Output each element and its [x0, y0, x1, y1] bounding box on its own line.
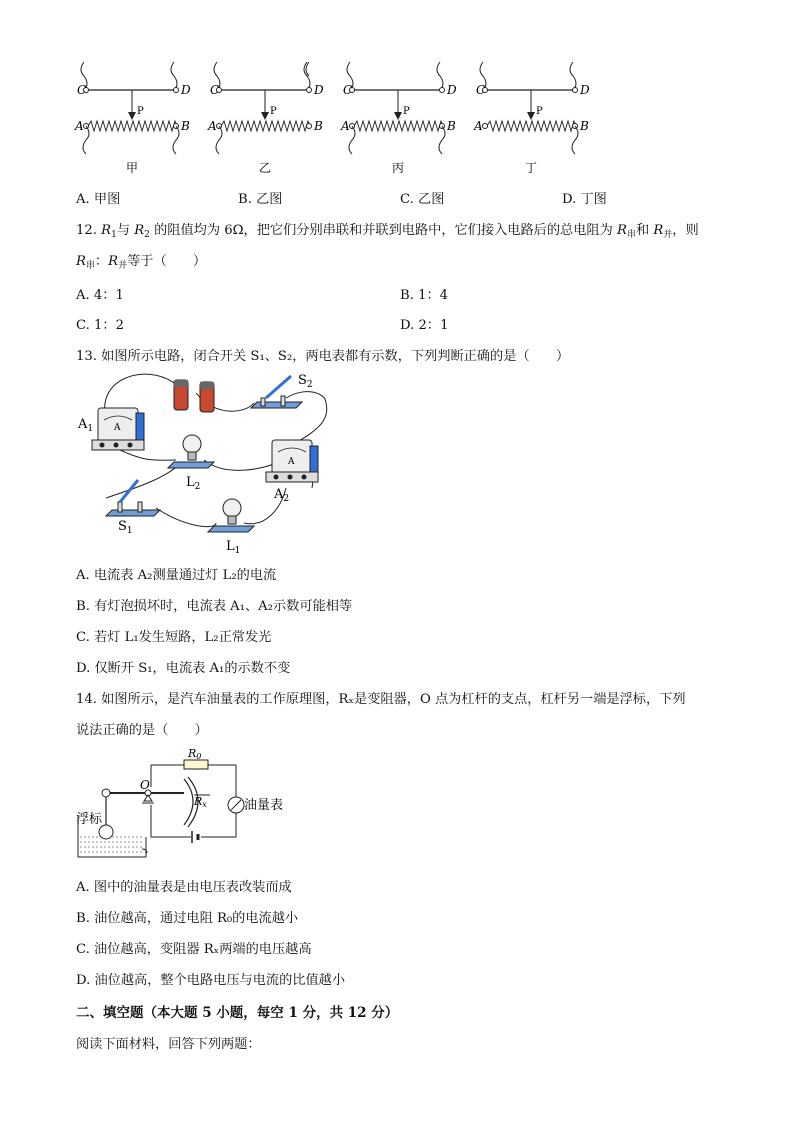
q14-stem-line2: 说法正确的是（ ） — [76, 723, 208, 738]
q12-option-a: A. 4：1 — [76, 288, 124, 303]
fig11-label-d: D — [447, 83, 457, 97]
q13-circuit-figure — [76, 368, 346, 560]
q14-fuel-gauge-figure — [76, 745, 296, 865]
fig13-meter-a1: A — [114, 423, 121, 433]
fig11-caption-bing: 丙 — [392, 161, 405, 175]
q13-option-d: D. 仅断开 S₁，电流表 A₁的示数不变 — [76, 661, 291, 676]
fig11-label-c: C — [210, 83, 220, 97]
fig13-meter-a2: A — [288, 457, 295, 467]
fig11-label-a: A — [75, 119, 84, 133]
q12-option-c: C. 1：2 — [76, 318, 124, 333]
fig14-label-rx: Rx — [194, 795, 207, 809]
q14-option-a: A. 图中的油量表是由电压表改装而成 — [76, 880, 292, 895]
lamp-l2-icon — [168, 435, 214, 468]
q14-stem-line1: 14. 如图所示，是汽车油量表的工作原理图，Rₓ是变阻器，O 点为杠杆的支点，杠杆另一端是浮标，下列 — [76, 692, 686, 707]
fig11-caption-jia: 甲 — [126, 161, 139, 175]
fig11-label-b: B — [181, 119, 190, 133]
fig13-label-a2: $A_2$ — [274, 487, 290, 504]
switch-s2-icon — [251, 376, 302, 408]
fig13-label-s2: $S_2$ — [298, 373, 313, 390]
q12-stem-line1: 12. $R_1$与 $R_2$ 的阻值均为 6Ω，把它们分别串联和并联到电路中，它们接入电路后的总电阻为 $R_串$和 $R_并$，则 — [76, 223, 699, 240]
q11-option-b: B. 乙图 — [238, 192, 283, 207]
fig11-caption-yi: 乙 — [259, 161, 272, 175]
fig13-label-s1: $S_1$ — [118, 519, 133, 536]
q12-option-b: B. 1：4 — [400, 288, 449, 303]
fig11-caption-ding: 丁 — [525, 161, 538, 175]
section-title: 二、填空题（本大题 5 小题，每空 1 分，共 12 分） — [76, 1005, 399, 1021]
fig11-label-a: A — [341, 119, 350, 133]
q14-option-d: D. 油位越高，整个电路电压与电流的比值越小 — [76, 973, 346, 988]
q11-figures — [70, 60, 630, 180]
q14-option-c: C. 油位越高，变阻器 Rₓ两端的电压越高 — [76, 942, 312, 957]
fig13-label-a1: $A_1$ — [78, 417, 94, 434]
battery-icon — [174, 380, 214, 412]
fig11-label-p: P — [270, 106, 277, 117]
q14-option-b: B. 油位越高，通过电阻 R₀的电流越小 — [76, 911, 299, 926]
fig13-label-l2: $L_2$ — [186, 475, 201, 492]
q12-option-d: D. 2：1 — [400, 318, 449, 333]
section-intro: 阅读下面材料，回答下列两题： — [76, 1037, 261, 1052]
q11-option-a: A. 甲图 — [76, 192, 121, 207]
fig11-label-p: P — [137, 106, 144, 117]
fig11-label-c: C — [77, 83, 87, 97]
fig14-label-r0: R0 — [188, 747, 202, 761]
q13-option-b: B. 有灯泡损坏时，电流表 A₁、A₂示数可能相等 — [76, 599, 353, 614]
fig11-label-a: A — [474, 119, 483, 133]
fig14-label-meter: 油量表 — [244, 798, 284, 813]
fig11-label-d: D — [181, 83, 191, 97]
fig11-label-c: C — [343, 83, 353, 97]
fig11-label-c: C — [476, 83, 486, 97]
fig14-label-o: O — [140, 778, 150, 792]
fig13-label-l1: $L_1$ — [226, 539, 241, 556]
fig11-label-b: B — [447, 119, 456, 133]
fig11-label-p: P — [403, 106, 410, 117]
q13-option-c: C. 若灯 L₁发生短路，L₂正常发光 — [76, 630, 272, 645]
q13-option-a: A. 电流表 A₂测量通过灯 L₂的电流 — [76, 568, 277, 583]
q11-option-d: D. 丁图 — [562, 192, 607, 207]
fig11-label-b: B — [580, 119, 589, 133]
q12-stem-line2: $R_串$：$R_并$等于（ ） — [76, 254, 207, 271]
fig11-label-d: D — [314, 83, 324, 97]
fig14-label-float: 浮标 — [76, 812, 103, 827]
fig11-label-b: B — [314, 119, 323, 133]
q13-stem: 13. 如图所示电路，闭合开关 S₁、S₂，两电表都有示数，下列判断正确的是（ ） — [76, 349, 570, 364]
fig11-label-a: A — [208, 119, 217, 133]
lamp-l1-icon — [208, 499, 254, 532]
fig11-label-d: D — [580, 83, 590, 97]
q11-option-c: C. 乙图 — [400, 192, 445, 207]
switch-s1-icon — [106, 480, 160, 516]
fig11-label-p: P — [536, 106, 543, 117]
